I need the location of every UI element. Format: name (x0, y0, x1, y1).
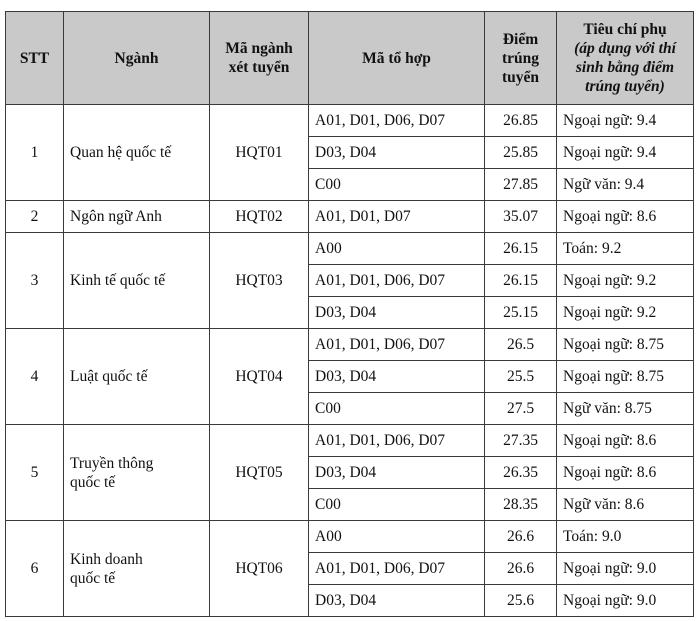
cell-ma-to-hop: C00 (309, 169, 485, 201)
cell-tieu-chi: Toán: 9.0 (557, 521, 694, 553)
table-row (6, 233, 694, 265)
table-row (6, 521, 694, 553)
cell-nganh (64, 425, 210, 521)
cell-diem: 25.6 (485, 585, 557, 617)
cell-tieu-chi: Ngữ văn: 8.75 (557, 393, 694, 425)
cell-stt: 3 (6, 233, 64, 329)
cell-diem: 27.5 (485, 393, 557, 425)
nganh-line: quốc tế (70, 473, 116, 491)
nganh-line: Kinh tế quốc tế (70, 272, 166, 289)
table-header (6, 12, 694, 105)
header-nganh: Ngành (64, 12, 210, 105)
nganh-line: Kinh doanh (70, 550, 143, 568)
cell-ma-nganh: HQT01 (210, 105, 309, 201)
cell-tieu-chi: Ngoại ngữ: 9.0 (557, 585, 694, 617)
cell-tieu-chi: Ngữ văn: 9.4 (557, 169, 694, 201)
cell-ma-to-hop: D03, D04 (309, 457, 485, 489)
cell-stt: 4 (6, 329, 64, 425)
cell-tieu-chi: Ngoại ngữ: 8.75 (557, 361, 694, 393)
cell-diem: 25.15 (485, 297, 557, 329)
cell-ma-to-hop: C00 (309, 393, 485, 425)
cell-diem: 26.35 (485, 457, 557, 489)
cell-diem: 25.85 (485, 137, 557, 169)
nganh-line: Luật quốc tế (70, 368, 148, 385)
cell-stt: 5 (6, 425, 64, 521)
cell-diem: 27.85 (485, 169, 557, 201)
cell-diem: 26.85 (485, 105, 557, 137)
cell-diem: 26.6 (485, 521, 557, 553)
cell-ma-nganh: HQT05 (210, 425, 309, 521)
cell-ma-to-hop: D03, D04 (309, 137, 485, 169)
nganh-line: quốc tế (70, 569, 116, 587)
nganh-line: Ngôn ngữ Anh (70, 208, 162, 225)
cell-diem: 27.35 (485, 425, 557, 457)
cell-ma-to-hop: A01, D01, D06, D07 (309, 553, 485, 585)
cell-tieu-chi: Ngoại ngữ: 9.0 (557, 553, 694, 585)
nganh-line: Truyền thông (70, 454, 154, 472)
cell-diem: 26.6 (485, 553, 557, 585)
cell-ma-to-hop: A01, D01, D07 (309, 201, 485, 233)
admission-scores-table (5, 11, 694, 617)
cell-ma-nganh: HQT06 (210, 521, 309, 617)
table-row (6, 329, 694, 361)
cell-nganh (64, 201, 210, 233)
header-diem: Điểm trúng tuyển (485, 12, 557, 105)
cell-ma-to-hop: A00 (309, 521, 485, 553)
cell-diem: 26.15 (485, 233, 557, 265)
cell-tieu-chi: Ngoại ngữ: 8.6 (557, 425, 694, 457)
cell-ma-to-hop: A01, D01, D06, D07 (309, 105, 485, 137)
cell-ma-to-hop: A01, D01, D06, D07 (309, 329, 485, 361)
header-tieu-chi (557, 12, 694, 105)
cell-tieu-chi: Ngoại ngữ: 9.4 (557, 105, 694, 137)
cell-tieu-chi: Ngoại ngữ: 9.2 (557, 297, 694, 329)
cell-tieu-chi: Ngoại ngữ: 8.75 (557, 329, 694, 361)
header-row (6, 12, 694, 105)
header-tieu-chi-title: Tiêu chí phụ (583, 21, 667, 38)
cell-ma-to-hop: D03, D04 (309, 585, 485, 617)
cell-nganh (64, 329, 210, 425)
cell-ma-to-hop: C00 (309, 489, 485, 521)
cell-tieu-chi: Ngoại ngữ: 9.2 (557, 265, 694, 297)
cell-ma-to-hop: D03, D04 (309, 361, 485, 393)
cell-tieu-chi: Toán: 9.2 (557, 233, 694, 265)
cell-ma-nganh: HQT04 (210, 329, 309, 425)
cell-diem: 25.5 (485, 361, 557, 393)
cell-diem: 26.5 (485, 329, 557, 361)
cell-tieu-chi: Ngoại ngữ: 8.6 (557, 201, 694, 233)
table-row (6, 425, 694, 457)
cell-diem: 26.15 (485, 265, 557, 297)
cell-ma-nganh: HQT02 (210, 201, 309, 233)
cell-diem: 28.35 (485, 489, 557, 521)
cell-stt: 6 (6, 521, 64, 617)
cell-ma-to-hop: D03, D04 (309, 297, 485, 329)
cell-ma-to-hop: A01, D01, D06, D07 (309, 425, 485, 457)
cell-nganh (64, 521, 210, 617)
table-row (6, 201, 694, 233)
header-ma-to-hop: Mã tổ hợp (309, 12, 485, 105)
table-body (6, 105, 694, 617)
cell-stt: 1 (6, 105, 64, 201)
cell-ma-to-hop: A01, D01, D06, D07 (309, 265, 485, 297)
cell-ma-nganh: HQT03 (210, 233, 309, 329)
header-ma-nganh: Mã ngành xét tuyển (210, 12, 309, 105)
cell-tieu-chi: Ngoại ngữ: 8.6 (557, 457, 694, 489)
cell-tieu-chi: Ngữ văn: 8.6 (557, 489, 694, 521)
cell-tieu-chi: Ngoại ngữ: 9.4 (557, 137, 694, 169)
cell-ma-to-hop: A00 (309, 233, 485, 265)
table-row (6, 105, 694, 137)
header-stt: STT (6, 12, 64, 105)
nganh-line: Quan hệ quốc tế (70, 144, 172, 161)
cell-diem: 35.07 (485, 201, 557, 233)
cell-stt: 2 (6, 201, 64, 233)
header-tieu-chi-note: (áp dụng với thí sinh bằng điểm trúng tuyển) (574, 40, 676, 95)
cell-nganh (64, 233, 210, 329)
cell-nganh (64, 105, 210, 201)
